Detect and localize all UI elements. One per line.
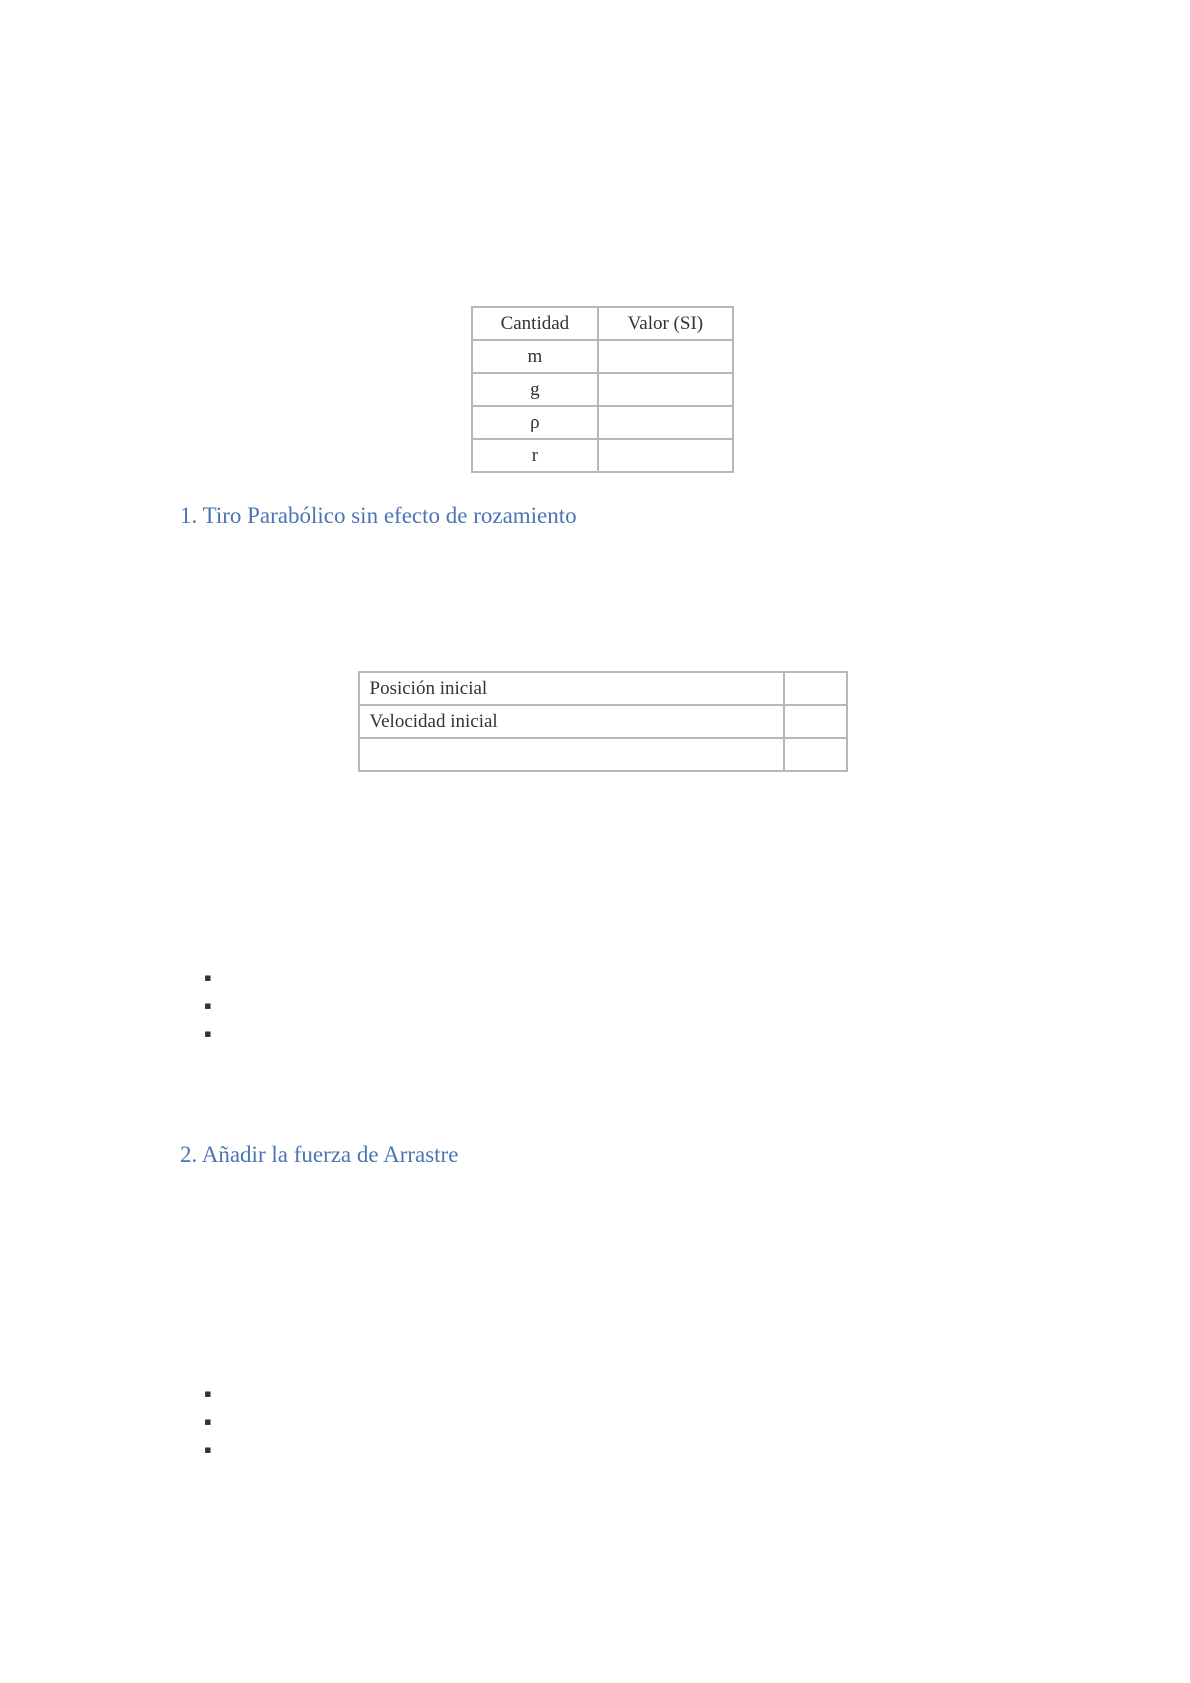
section-2-heading: 2. Añadir la fuerza de Arrastre (180, 1142, 459, 1167)
condition-label: Velocidad inicial (359, 705, 785, 738)
section-1-question (180, 796, 1025, 908)
bullet-icon: ▪ (204, 1021, 212, 1046)
table-row (472, 439, 733, 472)
section-1-checklist (180, 964, 1025, 1076)
condition-value (784, 672, 846, 705)
table-header-cell: Valor (SI) (598, 307, 733, 340)
document-page (180, 150, 1025, 1492)
quantity-value (598, 340, 733, 373)
list-item (204, 1020, 1025, 1076)
quantity-value (598, 406, 733, 439)
section-1-heading: 1. Tiro Parabólico sin efecto de rozamiento (180, 503, 577, 528)
quantity-symbol: g (472, 373, 598, 406)
bullet-icon: ▪ (204, 993, 212, 1018)
quantity-value (598, 439, 733, 472)
section-2-checklist (180, 1380, 1025, 1492)
bullet-icon: ▪ (204, 1381, 212, 1406)
section-1-intro (180, 573, 1025, 657)
condition-label: Posición inicial (359, 672, 785, 705)
quantities-table (471, 306, 734, 473)
section-1-checklist-lead (180, 936, 1025, 964)
list-item (204, 1436, 1025, 1492)
quantity-symbol: ρ (472, 406, 598, 439)
table-header-row (472, 307, 733, 340)
condition-label (359, 738, 785, 771)
table-row (359, 738, 847, 771)
section-2-intro (180, 1212, 1025, 1324)
table-row (472, 340, 733, 373)
initial-conditions-wrap (180, 671, 1025, 772)
list-item (204, 992, 1025, 1020)
bullet-icon: ▪ (204, 965, 212, 990)
quantity-symbol: r (472, 439, 598, 472)
intro-paragraph (180, 150, 1025, 290)
section-2-checklist-lead (180, 1352, 1025, 1380)
table-row (472, 406, 733, 439)
quantity-symbol: m (472, 340, 598, 373)
bullet-icon: ▪ (204, 1409, 212, 1434)
table-row (359, 705, 847, 738)
list-item (204, 964, 1025, 992)
condition-value (784, 738, 846, 771)
table-header-cell: Cantidad (472, 307, 598, 340)
quantity-value (598, 373, 733, 406)
initial-conditions-table (358, 671, 848, 772)
table-row (472, 373, 733, 406)
list-item (204, 1408, 1025, 1436)
table-row (359, 672, 847, 705)
list-item (204, 1380, 1025, 1408)
condition-value (784, 705, 846, 738)
bullet-icon: ▪ (204, 1437, 212, 1462)
